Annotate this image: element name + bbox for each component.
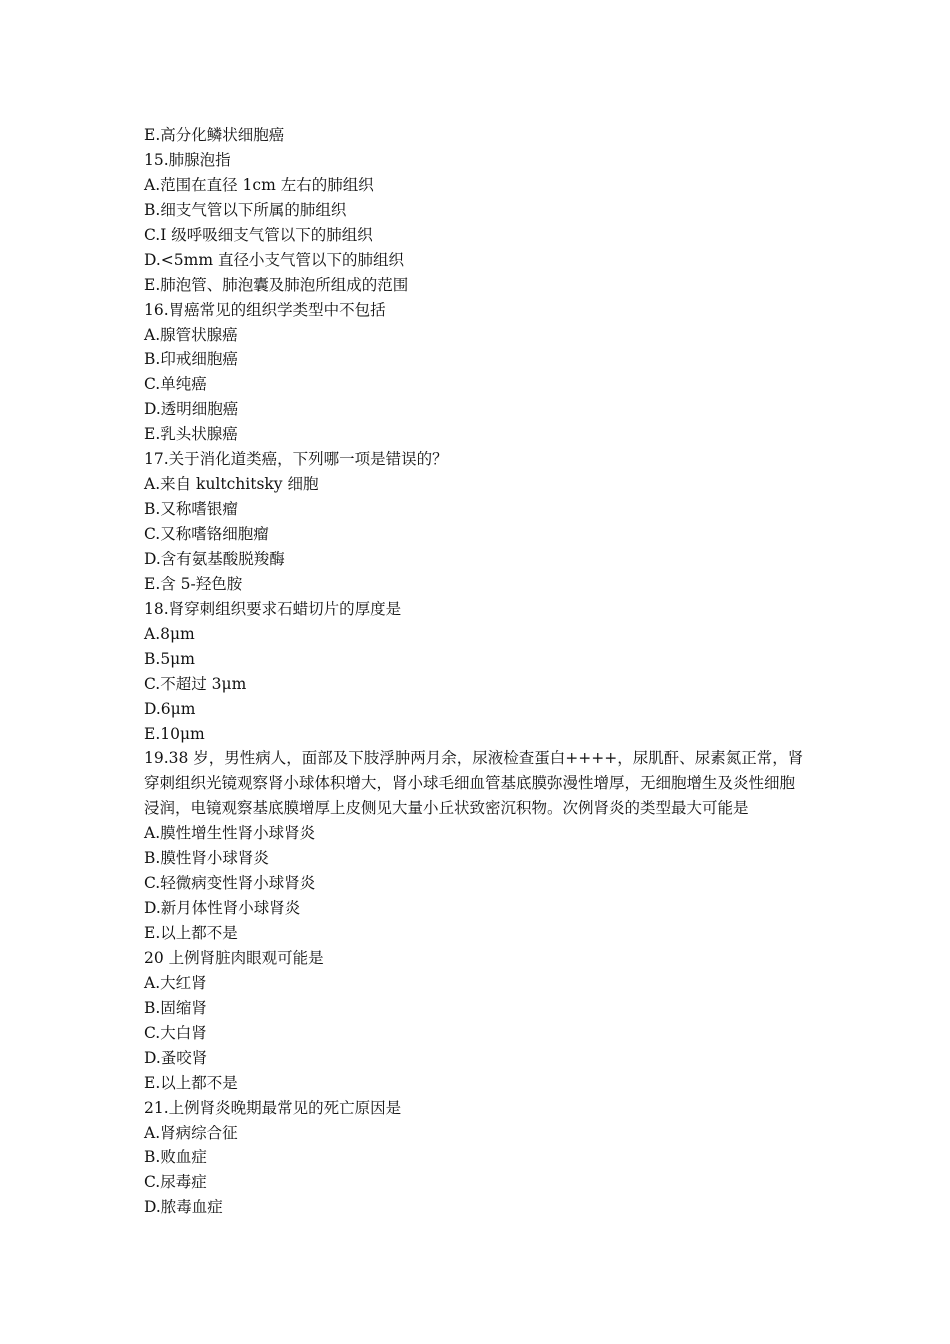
option-line: A.范围在直径 1cm 左右的肺组织 [144, 175, 374, 194]
option-line: C.大白肾 [144, 1023, 207, 1042]
option-line: E.乳头状腺癌 [144, 425, 238, 444]
option-line: C.又称嗜铬细胞瘤 [144, 525, 269, 543]
option-line: E.10μm [144, 724, 205, 743]
question-line: 16.胃癌常见的组织学类型中不包括 [144, 300, 386, 319]
option-line: E.以上都不是 [144, 1073, 238, 1092]
option-line: D.6μm [144, 699, 196, 718]
option-line: D.脓毒血症 [144, 1198, 223, 1217]
option-line: A.膜性增生性肾小球肾炎 [144, 824, 316, 843]
option-line: E.含 5-羟色胺 [144, 574, 243, 593]
option-line: B.固缩肾 [144, 998, 207, 1017]
option-line: D.蚤咬肾 [144, 1048, 208, 1067]
option-line: E.以上都不是 [144, 924, 238, 943]
option-line: C.轻微病变性肾小球肾炎 [144, 874, 316, 893]
question-line: 15.肺腺泡指 [144, 150, 231, 169]
option-line: D.透明细胞癌 [144, 400, 239, 419]
option-line: B.5μm [144, 649, 195, 668]
option-line: C.单纯癌 [144, 375, 207, 394]
question-paragraph: 19.38 岁，男性病人，面部及下肢浮肿两月余，尿液检查蛋白++++，尿肌酐、尿素氮正常，肾穿刺组织光镜观察肾小球体积增大，肾小球毛细血管基底膜弥漫性增厚，无细胞增生及炎性细胞浸润，电镜观察基底膜增厚上皮侧见大量小丘状致密沉积物。次例肾炎的类型最大可能是 [144, 749, 804, 818]
option-line: A.腺管状腺癌 [144, 325, 238, 344]
option-line: A.大红肾 [144, 973, 207, 992]
document-body [144, 123, 810, 1220]
question-line: 17.关于消化道类癌，下列哪一项是错误的？ [144, 450, 448, 469]
option-line: A.肾病综合征 [144, 1123, 238, 1142]
option-line: A.来自 kultchitsky 细胞 [144, 475, 319, 494]
question-line: 21.上例肾炎晚期最常见的死亡原因是 [144, 1098, 402, 1117]
option-line: B.败血症 [144, 1148, 207, 1167]
option-line: E.高分化鳞状细胞癌 [144, 126, 285, 144]
option-line: B.细支气管以下所属的肺组织 [144, 200, 347, 219]
option-line: C.尿毒症 [144, 1173, 207, 1192]
option-line: D.<5mm 直径小支气管以下的肺组织 [144, 250, 404, 269]
option-line: D.新月体性肾小球肾炎 [144, 899, 301, 918]
option-line: A.8μm [144, 624, 195, 643]
option-line: E.肺泡管、肺泡囊及肺泡所组成的范围 [144, 275, 409, 294]
question-line: 20 上例肾脏肉眼观可能是 [144, 948, 324, 967]
option-line: D.含有氨基酸脱羧酶 [144, 549, 285, 568]
question-line: 18.肾穿刺组织要求石蜡切片的厚度是 [144, 599, 402, 618]
option-line: C.Ⅰ 级呼吸细支气管以下的肺组织 [144, 225, 373, 244]
option-line: B.又称嗜银瘤 [144, 500, 238, 519]
option-line: B.印戒细胞癌 [144, 350, 238, 369]
option-line: B.膜性肾小球肾炎 [144, 849, 269, 868]
option-line: C.不超过 3μm [144, 674, 247, 693]
